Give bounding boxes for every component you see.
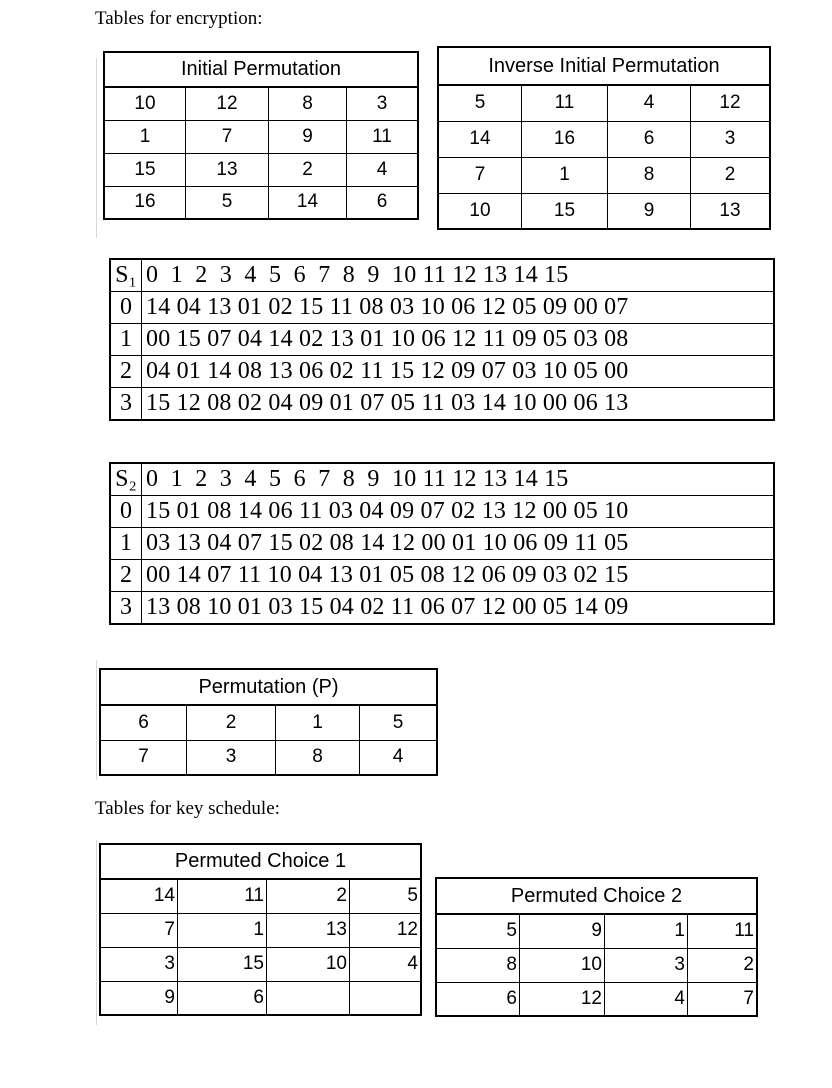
sbox-row-values: 14 04 13 01 02 15 11 08 03 10 06 12 05 09 00 07	[142, 292, 775, 324]
table-title: Initial Permutation	[104, 52, 418, 87]
table-cell: 5	[350, 879, 422, 913]
sbox-label: S₁	[110, 259, 142, 292]
table-cell: 2	[267, 879, 350, 913]
table-cell: 5	[186, 186, 269, 219]
table-cell: 11	[347, 120, 419, 153]
table-cell: 3	[100, 947, 178, 981]
table-cell: 8	[436, 948, 520, 982]
sbox-label: S₂	[110, 463, 142, 496]
table-cell: 15	[178, 947, 267, 981]
s1-box-table	[109, 258, 775, 421]
table-cell: 9	[608, 193, 691, 229]
table-title: Permuted Choice 2	[436, 878, 757, 914]
initial-permutation-table	[103, 51, 419, 220]
table-cell: 8	[269, 87, 347, 120]
table-cell: 11	[178, 879, 267, 913]
table-cell: 1	[605, 914, 688, 948]
key-schedule-heading: Tables for key schedule:	[95, 798, 280, 819]
table-cell: 3	[347, 87, 419, 120]
table-cell: 1	[178, 913, 267, 947]
sbox-row-values: 13 08 10 01 03 15 04 02 11 06 07 12 00 05 14 09	[142, 592, 775, 625]
permutation-p-table	[99, 668, 438, 776]
table-cell: 13	[267, 913, 350, 947]
table-cell: 9	[520, 914, 605, 948]
table-cell: 13	[691, 193, 771, 229]
table-cell: 3	[691, 121, 771, 157]
guide-line	[96, 58, 97, 238]
table-cell: 16	[522, 121, 608, 157]
table-cell: 12	[350, 913, 422, 947]
sbox-row-label: 3	[110, 388, 142, 421]
table-cell: 6	[178, 981, 267, 1015]
sbox-row-label: 2	[110, 560, 142, 592]
sbox-row-label: 0	[110, 496, 142, 528]
table-cell: 16	[104, 186, 186, 219]
table-cell: 2	[691, 157, 771, 193]
table-cell: 13	[186, 153, 269, 186]
table-cell: 12	[186, 87, 269, 120]
table-cell: 3	[605, 948, 688, 982]
table-cell: 9	[100, 981, 178, 1015]
s2-box-table	[109, 462, 775, 625]
encryption-heading: Tables for encryption:	[95, 8, 263, 29]
table-cell: 7	[438, 157, 522, 193]
table-cell: 8	[276, 740, 360, 775]
sbox-row-label: 3	[110, 592, 142, 625]
sbox-row-values: 00 15 07 04 14 02 13 01 10 06 12 11 09 05 03 08	[142, 324, 775, 356]
table-title: Permutation (P)	[100, 669, 437, 705]
table-cell: 2	[269, 153, 347, 186]
table-cell: 9	[269, 120, 347, 153]
sbox-column-header: 0 1 2 3 4 5 6 7 8 9 10 11 12 13 14 15	[142, 463, 775, 496]
table-cell: 4	[360, 740, 438, 775]
table-cell: 6	[436, 982, 520, 1016]
sbox-row-values: 04 01 14 08 13 06 02 11 15 12 09 07 03 10 05 00	[142, 356, 775, 388]
table-cell: 3	[187, 740, 276, 775]
table-cell: 7	[100, 913, 178, 947]
permuted-choice-2-table	[435, 877, 758, 1017]
sbox-row-values: 15 01 08 14 06 11 03 04 09 07 02 13 12 00 05 10	[142, 496, 775, 528]
table-cell: 1	[104, 120, 186, 153]
table-cell: 11	[688, 914, 758, 948]
guide-line	[96, 840, 97, 1025]
sbox-row-label: 0	[110, 292, 142, 324]
table-cell: 4	[608, 85, 691, 121]
table-cell: 1	[522, 157, 608, 193]
sbox-row-label: 1	[110, 324, 142, 356]
table-cell: 7	[688, 982, 758, 1016]
table-cell: 5	[360, 705, 438, 740]
table-cell: 11	[522, 85, 608, 121]
table-cell: 7	[100, 740, 187, 775]
table-cell	[267, 981, 350, 1015]
table-cell: 6	[347, 186, 419, 219]
table-cell: 2	[187, 705, 276, 740]
table-cell: 8	[608, 157, 691, 193]
sbox-row-values: 00 14 07 11 10 04 13 01 05 08 12 06 09 03 02 15	[142, 560, 775, 592]
table-cell: 14	[438, 121, 522, 157]
table-cell: 15	[522, 193, 608, 229]
inverse-initial-permutation-table	[437, 46, 771, 230]
table-cell: 1	[276, 705, 360, 740]
table-title: Permuted Choice 1	[100, 844, 421, 879]
table-cell: 10	[267, 947, 350, 981]
table-cell: 6	[100, 705, 187, 740]
table-cell: 4	[605, 982, 688, 1016]
permuted-choice-1-table	[99, 843, 422, 1016]
guide-line	[96, 660, 97, 780]
table-cell: 6	[608, 121, 691, 157]
table-cell: 5	[438, 85, 522, 121]
table-cell: 15	[104, 153, 186, 186]
table-cell: 2	[688, 948, 758, 982]
sbox-row-values: 15 12 08 02 04 09 01 07 05 11 03 14 10 00 06 13	[142, 388, 775, 421]
table-cell: 14	[100, 879, 178, 913]
table-cell: 10	[520, 948, 605, 982]
sbox-column-header: 0 1 2 3 4 5 6 7 8 9 10 11 12 13 14 15	[142, 259, 775, 292]
table-cell: 4	[347, 153, 419, 186]
table-cell: 10	[438, 193, 522, 229]
table-cell: 12	[520, 982, 605, 1016]
table-cell	[350, 981, 422, 1015]
table-cell: 14	[269, 186, 347, 219]
table-cell: 4	[350, 947, 422, 981]
table-cell: 5	[436, 914, 520, 948]
table-cell: 10	[104, 87, 186, 120]
table-cell: 7	[186, 120, 269, 153]
sbox-row-label: 1	[110, 528, 142, 560]
table-title: Inverse Initial Permutation	[438, 47, 770, 85]
sbox-row-values: 03 13 04 07 15 02 08 14 12 00 01 10 06 09 11 05	[142, 528, 775, 560]
sbox-row-label: 2	[110, 356, 142, 388]
table-cell: 12	[691, 85, 771, 121]
